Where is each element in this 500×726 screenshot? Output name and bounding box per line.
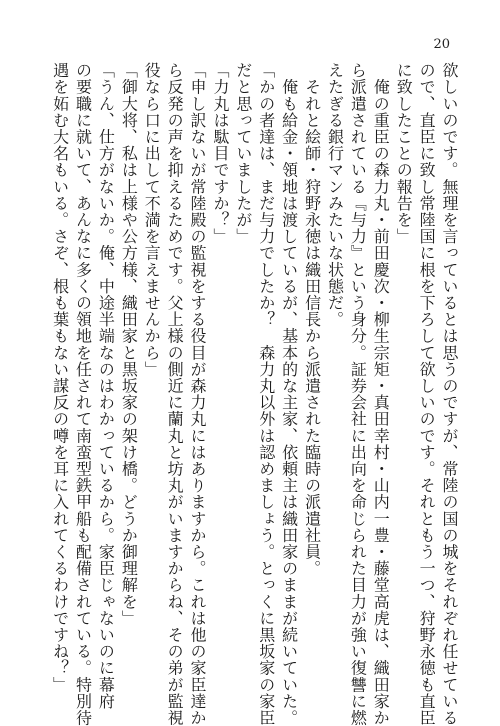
text-line: それと絵師・狩野永徳は織田信長から派遣された臨時の派遣社員。 xyxy=(302,62,322,577)
text-line: ら派遣されている『与力』という身分。証券会社に出向を命じられた目力が強い復讐に燃 xyxy=(348,62,368,726)
text-line: ので、直臣に致し常陸国に根を下ろして欲しいのです。それともう一つ、狩野永徳も直臣 xyxy=(417,62,437,726)
text-line: の要職に就いて、あんなに多くの領地を任されて南蛮型鉄甲船も配備されている。特別待 xyxy=(73,62,93,726)
text-line: 「力丸は駄目ですか？」 xyxy=(210,62,230,245)
text-line: 俺も給金・領地は渡しているが、基本的な主家、依頼主は織田家のままが続いていた。 xyxy=(279,62,299,726)
text-line: 欲しいのです。無理を言っているとは思うのですが、常陸の国の城をそれぞれ任せている xyxy=(440,62,459,726)
text-line: 「かの者達は、まだ与力でしたか？ 森力丸以外は認めましょう。とっくに黒坂家の家臣 xyxy=(256,62,276,726)
vertical-text-block xyxy=(40,62,460,726)
text-line: 「御大将、私は上様や公方様、織田家と黒坂家の架け橋。どうか御理解を」 xyxy=(119,62,139,627)
text-line: ら反発の声を抑えるためです。父上様の側近に蘭丸と坊丸がいますからね、その弟が監視 xyxy=(165,62,185,726)
text-line: 俺の重臣の森力丸・前田慶次・柳生宗矩・真田幸村・山内一豊・藤堂高虎は、織田家か xyxy=(371,62,391,726)
text-line: 遇を妬む大名もいる。さぞ、根も葉もない謀反の噂を耳に入れてくるわけですね？」 xyxy=(50,62,70,693)
text-line: 「うん、仕方がないか。俺、中途半端なのはわかっているから。家臣じゃないのに幕府 xyxy=(96,62,116,710)
text-line: 役なら口に出して不満を言えませんから」 xyxy=(142,62,162,378)
page-number: 20 xyxy=(433,37,450,52)
text-line: に致したことの報告を」 xyxy=(394,62,414,245)
text-line: えたぎる銀行マンみたいな状態だ。 xyxy=(325,62,345,328)
text-line: 「申し訳ないが常陸殿の監視をする役目が森力丸にはありますから。これは他の家臣達か xyxy=(188,62,208,726)
text-line: だと思っていましたが」 xyxy=(233,62,253,245)
